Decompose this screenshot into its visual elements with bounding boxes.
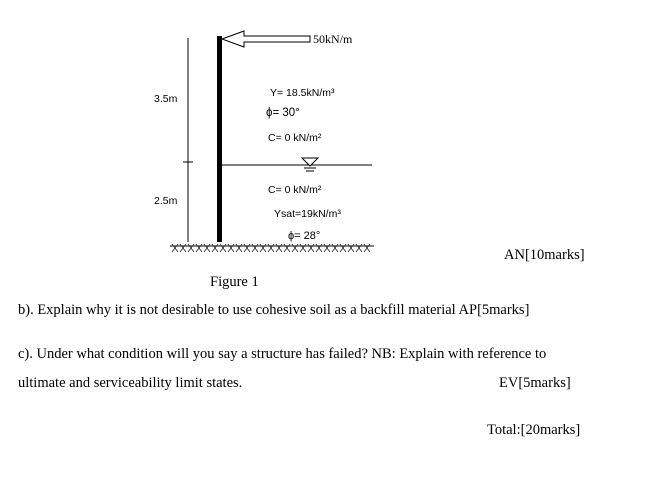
lower-cohesion: C= 0 kN/m² [268,184,322,196]
upper-friction-angle: ϕ= 30° [266,107,300,119]
lower-height-label: 2.5m [154,195,178,207]
upper-cohesion: C= 0 kN/m² [268,132,322,144]
question-c-line1: c). Under what condition will you say a structure has failed? NB: Explain with reference to [18,346,547,362]
load-arrow-icon [222,31,310,47]
upper-height-label: 3.5m [154,93,178,105]
ground-hatching [172,244,370,252]
retaining-wall [217,36,222,242]
figure-caption: Figure 1 [210,274,259,290]
upper-unit-weight: Y= 18.5kN/m³ [270,87,335,99]
lower-friction-angle: ϕ= 28° [288,230,321,242]
total-marks: Total:[20marks] [487,422,581,438]
lower-saturated-unit-weight: Ysat=19kN/m³ [274,208,341,220]
load-label: 50kN/m [313,32,353,46]
question-b: b). Explain why it is not desirable to use cohesive soil as a backfill material AP[5marks] [18,302,530,318]
question-c-line2: ultimate and serviceability limit states. [18,375,243,391]
marks-a: AN[10marks] [504,247,585,263]
marks-c: EV[5marks] [499,375,571,391]
